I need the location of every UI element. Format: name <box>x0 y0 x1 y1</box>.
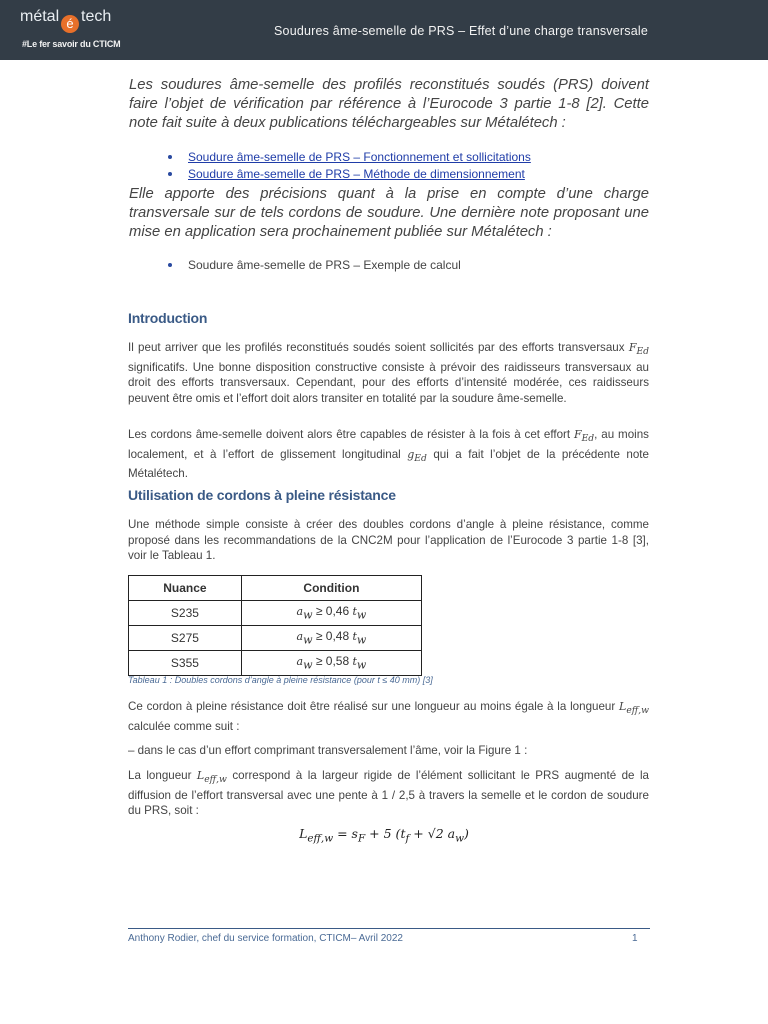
symbol-f-ed: $F_{Ed}$ <box>573 428 595 445</box>
text-run: La longueur <box>128 769 192 782</box>
table-row <box>129 651 422 676</box>
symbol-l-eff-w: $L_{eff,w}$ <box>196 769 227 786</box>
formula-l-eff-w: $L_{eff,w} = s_F + 5$ ($t_f + √2$ $a_w$) <box>299 826 469 845</box>
heading-full-resistance: Utilisation de cordons à pleine résistance <box>128 487 396 503</box>
logo-e-circle: é <box>61 15 79 33</box>
link-dimensionnement[interactable]: Soudure âme-semelle de PRS – Méthode de dimensionnement <box>188 167 525 181</box>
header-condition: Condition <box>241 576 421 601</box>
introduction-paragraph-1 <box>128 340 649 406</box>
list-item <box>188 258 461 275</box>
grade-cell: S355 <box>129 651 242 676</box>
text-run: , au moins localement, et à l’effort de glissement longitudinal <box>128 428 649 461</box>
text-run: significatifs. Une bonne disposition constructive consiste à prévoir des raidisseurs transversaux au droit des efforts transversaux. Cependant, pour des efforts d’intensité modérée, ces raidisseurs peuvent être omis et l’effort doit alors transiter en totalité par la soudure âme-semelle. <box>128 360 649 405</box>
table-row <box>129 626 422 651</box>
upcoming-note-list <box>188 258 461 275</box>
text-run: calculée comme suit : <box>128 719 240 733</box>
text-run: Il peut arriver que les profilés reconstitués soudés soient sollicités par des efforts transversaux <box>128 341 625 354</box>
list-item <box>188 150 531 167</box>
length-paragraph-2 <box>128 768 649 819</box>
symbol-f-ed: $F_{Ed}$ <box>628 341 649 358</box>
publication-links-list <box>188 150 531 184</box>
length-paragraph-1 <box>128 699 649 734</box>
text-run: correspond à la largeur rigide de l’élément sollicitant le PRS augmenté de la diffusion de l’effort transversal avec une pente à 1 / 2,5 à travers la semelle et le cordon de soudure du PRS, soit : <box>128 769 649 818</box>
footer-author: Anthony Rodier, chef du service formation, CTICM– Avril 2022 <box>128 933 403 944</box>
table-1 <box>128 575 422 676</box>
document-title: Soudures âme-semelle de PRS – Effet d’une charge transversale <box>274 24 648 38</box>
page-header <box>0 0 768 60</box>
text-run: qui a fait l’objet de la précédente note Métalétech. <box>128 447 649 481</box>
link-fonctionnement[interactable]: Soudure âme-semelle de PRS – Fonctionnement et sollicitations <box>188 150 531 164</box>
text-run: Ce cordon à pleine résistance doit être réalisé sur une longueur au moins égale à la longueur <box>128 700 616 713</box>
logo-word-metal: métal <box>20 8 60 25</box>
table-row <box>129 601 422 626</box>
upcoming-note-label: Soudure âme-semelle de PRS – Exemple de calcul <box>188 258 461 272</box>
logo-word-tech: tech <box>81 8 112 25</box>
logo-tagline: #Le fer savoir du CTICM <box>22 39 121 49</box>
introduction-paragraph-2 <box>128 427 649 482</box>
header-nuance: Nuance <box>129 576 242 601</box>
text-run: Les cordons âme-semelle doivent alors être capables de résister à la fois à cet effort <box>128 428 571 441</box>
condition-cell: $a_w \ge 0,46$ $t_w$ <box>241 601 421 626</box>
grade-cell: S275 <box>129 626 242 651</box>
intro-paragraph-1: Les soudures âme-semelle des profilés reconstitués soudés (PRS) doivent faire l’objet de vérification par référence à l’Eurocode 3 partie 1-8 [2]. Cette note fait suite à deux publications téléchargeables sur Métalétech : <box>129 77 649 131</box>
table-1-caption: Tableau 1 : Doubles cordons d’angle à pleine résistance (pour t ≤ 40 mm) [3] <box>128 675 433 685</box>
metaletech-logo[interactable] <box>20 8 140 54</box>
intro-paragraph-2: Elle apporte des précisions quant à la prise en compte d’une charge transversale sur de tels cordons de soudure. Une dernière note proposant une mise en application sera prochainement publiée sur Métalétech : <box>129 186 649 240</box>
footer-divider <box>128 928 650 929</box>
symbol-g-ed: $g_{Ed}$ <box>407 447 427 464</box>
condition-cell: $a_w \ge 0,48$ $t_w$ <box>241 626 421 651</box>
table-header-row <box>129 576 422 601</box>
list-item <box>188 167 531 184</box>
symbol-l-eff-w: $L_{eff,w}$ <box>619 700 649 717</box>
page-number: 1 <box>632 933 638 944</box>
full-resistance-paragraph: Une méthode simple consiste à créer des doubles cordons d’angle à pleine résistance, comme proposé dans les recommandations de la CNC2M pour l’application de l’Eurocode 3 partie 1-8 [3], voir le Tableau 1. <box>128 518 649 562</box>
heading-introduction: Introduction <box>128 310 208 326</box>
grade-cell: S235 <box>129 601 242 626</box>
compression-case-item: – dans le cas d’un effort comprimant transversalement l’âme, voir la Figure 1 : <box>128 744 528 757</box>
condition-cell: $a_w \ge 0,58$ $t_w$ <box>241 651 421 676</box>
